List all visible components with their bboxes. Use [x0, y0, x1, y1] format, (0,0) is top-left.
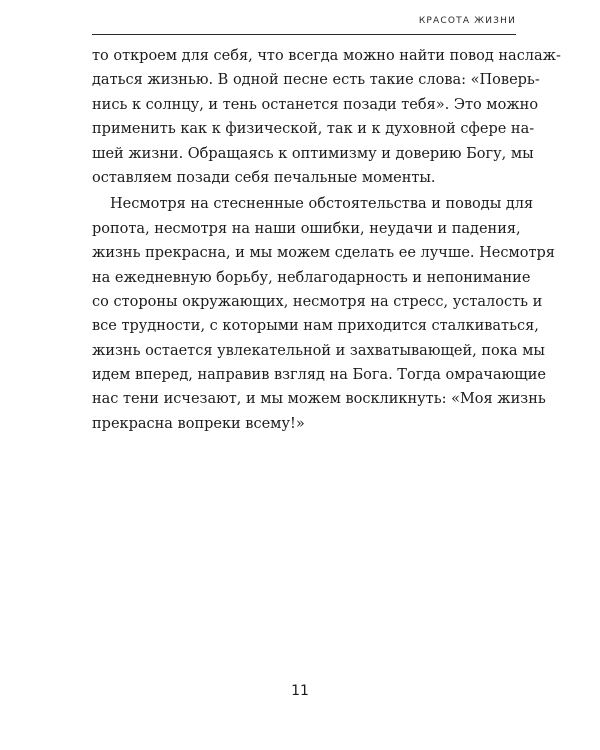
text-line: даться жизнью. В одной песне есть такие слова: «Поверь- [92, 72, 540, 89]
text-line: оставляем позади себя печальные моменты. [92, 169, 436, 186]
text-line: прекрасна вопреки всему!» [92, 415, 305, 432]
running-head: КРАСОТА ЖИЗНИ [418, 16, 516, 26]
text-line: то откроем для себя, что всегда можно найти повод наслаж- [92, 48, 561, 64]
text-line: Несмотря на стесненные обстоятельства и поводы для [110, 196, 534, 213]
text-line: нас тени исчезают, и мы можем воскликнуть: «Моя жизнь [92, 391, 546, 408]
text-line: нись к солнцу, и тень останется позади тебя». Это можно [92, 96, 539, 113]
text-line: идем вперед, направив взгляд на Бога. Тогда омрачающие [92, 367, 547, 384]
page-number: 11 [291, 683, 309, 699]
text-line: все трудности, с которыми нам приходится сталкиваться, [92, 318, 539, 335]
text-line: жизнь остается увлекательной и захватывающей, пока мы [92, 342, 545, 359]
header-rule [92, 34, 516, 35]
body-text [92, 44, 561, 436]
paragraph-2 [92, 192, 555, 436]
text-line: применить как к физической, так и к духовной сфере на- [92, 121, 535, 138]
text-line: жизнь прекрасна, и мы можем сделать ее лучше. Несмотря [92, 245, 555, 262]
text-line: шей жизни. Обращаясь к оптимизму и доверию Богу, мы [92, 145, 534, 162]
text-line: со стороны окружающих, несмотря на стресс, усталость и [92, 293, 543, 310]
text-line: на ежедневную борьбу, неблагодарность и непонимание [92, 269, 531, 286]
paragraph-1 [92, 44, 561, 190]
text-line: ропота, несмотря на наши ошибки, неудачи и падения, [92, 220, 521, 237]
